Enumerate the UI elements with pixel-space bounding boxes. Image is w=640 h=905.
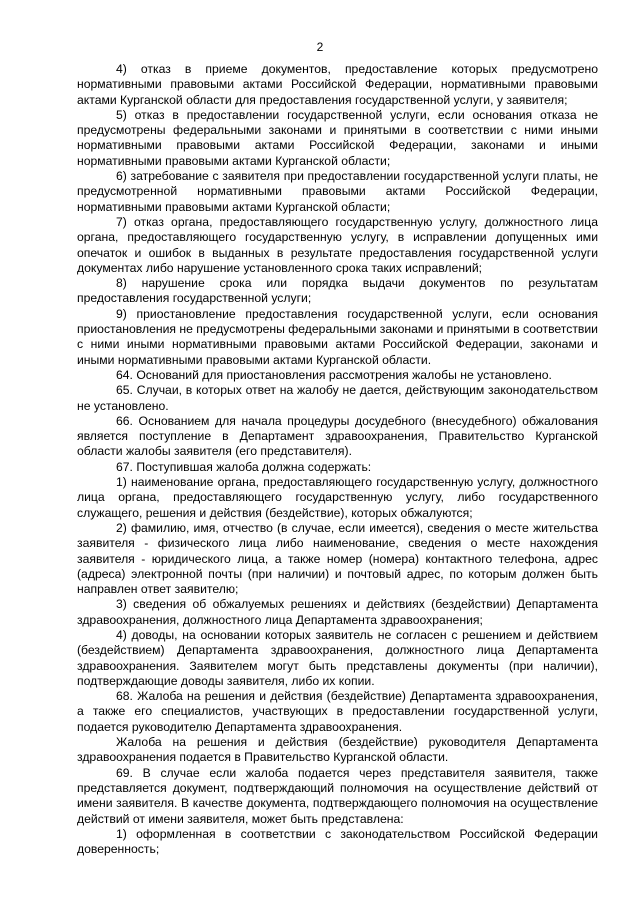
list-item-deadline-violation: 8) нарушение срока или порядка выдачи документов по результатам предоставления государственной услуги; [77,276,598,306]
clause-67: 67. Поступившая жалоба должна содержать: [116,459,372,474]
list-item-power-of-attorney: 1) оформленная в соответствии с законодательством Российской Федерации доверенность; [77,826,598,857]
document-body [77,62,598,857]
list-item-arguments: 4) доводы, на основании которых заявитель не согласен с решением и действием (бездействием) Департамента здравоохранения, должностного лица Департамента здравоохранения. Заявителем могут быть представлены документы (при наличии), подтверждающие доводы заявителя, либо их копии. [77,627,598,688]
clause-65: 65. Случаи, в которых ответ на жалобу не дается, действующим законодательством не установлено. [77,383,598,413]
list-item-authority-name: 1) наименование органа, предоставляющего государственную услугу, должностного лица органа, предоставляющего государственную услугу, либо государственного служащего, решения и действия (бездействие), которых обжалуются; [77,475,598,520]
list-item-refusal-service: 5) отказ в предоставлении государственной услуги, если основания отказа не предусмотрены федеральными законами и принятыми в соответствии с ними иными нормативными правовыми актами Российской Федерации, законами и иными нормативными правовыми актами Курганской области; [77,107,598,168]
clause-64: 64. Оснований для приостановления рассмотрения жалобы не установлено. [116,367,552,382]
list-item-refusal-documents: 4) отказ в приеме документов, предоставление которых предусмотрено нормативными правовыми актами Российской Федерации, нормативными правовыми актами Курганской области для предоставления государственной услуги, у заявителя; [77,62,598,107]
list-item-applicant-details: 2) фамилию, имя, отчество (в случае, если имеется), сведения о месте жительства заявителя - физического лица либо наименование, сведения о месте нахождения заявителя - юридического лица, а также номер (номера) контактного телефона, адрес (адреса) электронной почты (при наличии) и почтовый адрес, по которым должен быть направлен ответ заявителю; [77,520,598,597]
list-item-suspension: 9) приостановление предоставления государственной услуги, если основания приостановления не предусмотрены федеральными законами и принятыми в соответствии с ними иными нормативными правовыми актами Российской Федерации, законами и иными нормативными правовыми актами Курганской области. [77,306,598,367]
clause-68-head-complaint: Жалоба на решения и действия (бездействие) руководителя Департамента здравоохранения подается в Правительство Курганской области. [77,735,598,765]
page-number: 2 [316,40,324,54]
clause-68: 68. Жалоба на решения и действия (бездействие) Департамента здравоохранения, а также его специалистов, участвующих в предоставлении государственной услуги, подается руководителю Департамента здравоохранения. [77,689,598,734]
clause-66: 66. Основанием для начала процедуры досудебного (внесудебного) обжалования является поступление в Департамент здравоохранения, Правительство Курганской области жалобы заявителя (его представителя). [77,413,598,459]
list-item-refusal-corrections: 7) отказ органа, предоставляющего государственную услугу, должностного лица органа, предоставляющего государственную услугу, в исправлении допущенных ими опечаток и ошибок в выданных в результате предоставления государственной услуги документах либо нарушение установленного срока таких исправлений; [77,214,598,275]
clause-69: 69. В случае если жалоба подается через представителя заявителя, также представляется документ, подтверждающий полномочия на осуществление действий от имени заявителя. В качестве документа, подтверждающего полномочия на осуществление действий от имени заявителя, может быть представлена: [77,765,598,826]
list-item-fee-demand: 6) затребование с заявителя при предоставлении государственной услуги платы, не предусмотренной нормативными правовыми актами Российской Федерации, нормативными правовыми актами Курганской области; [77,169,598,214]
list-item-appealed-decisions: 3) сведения об обжалуемых решениях и действиях (бездействии) Департамента здравоохранения, должностного лица Департамента здравоохранения; [77,597,598,627]
